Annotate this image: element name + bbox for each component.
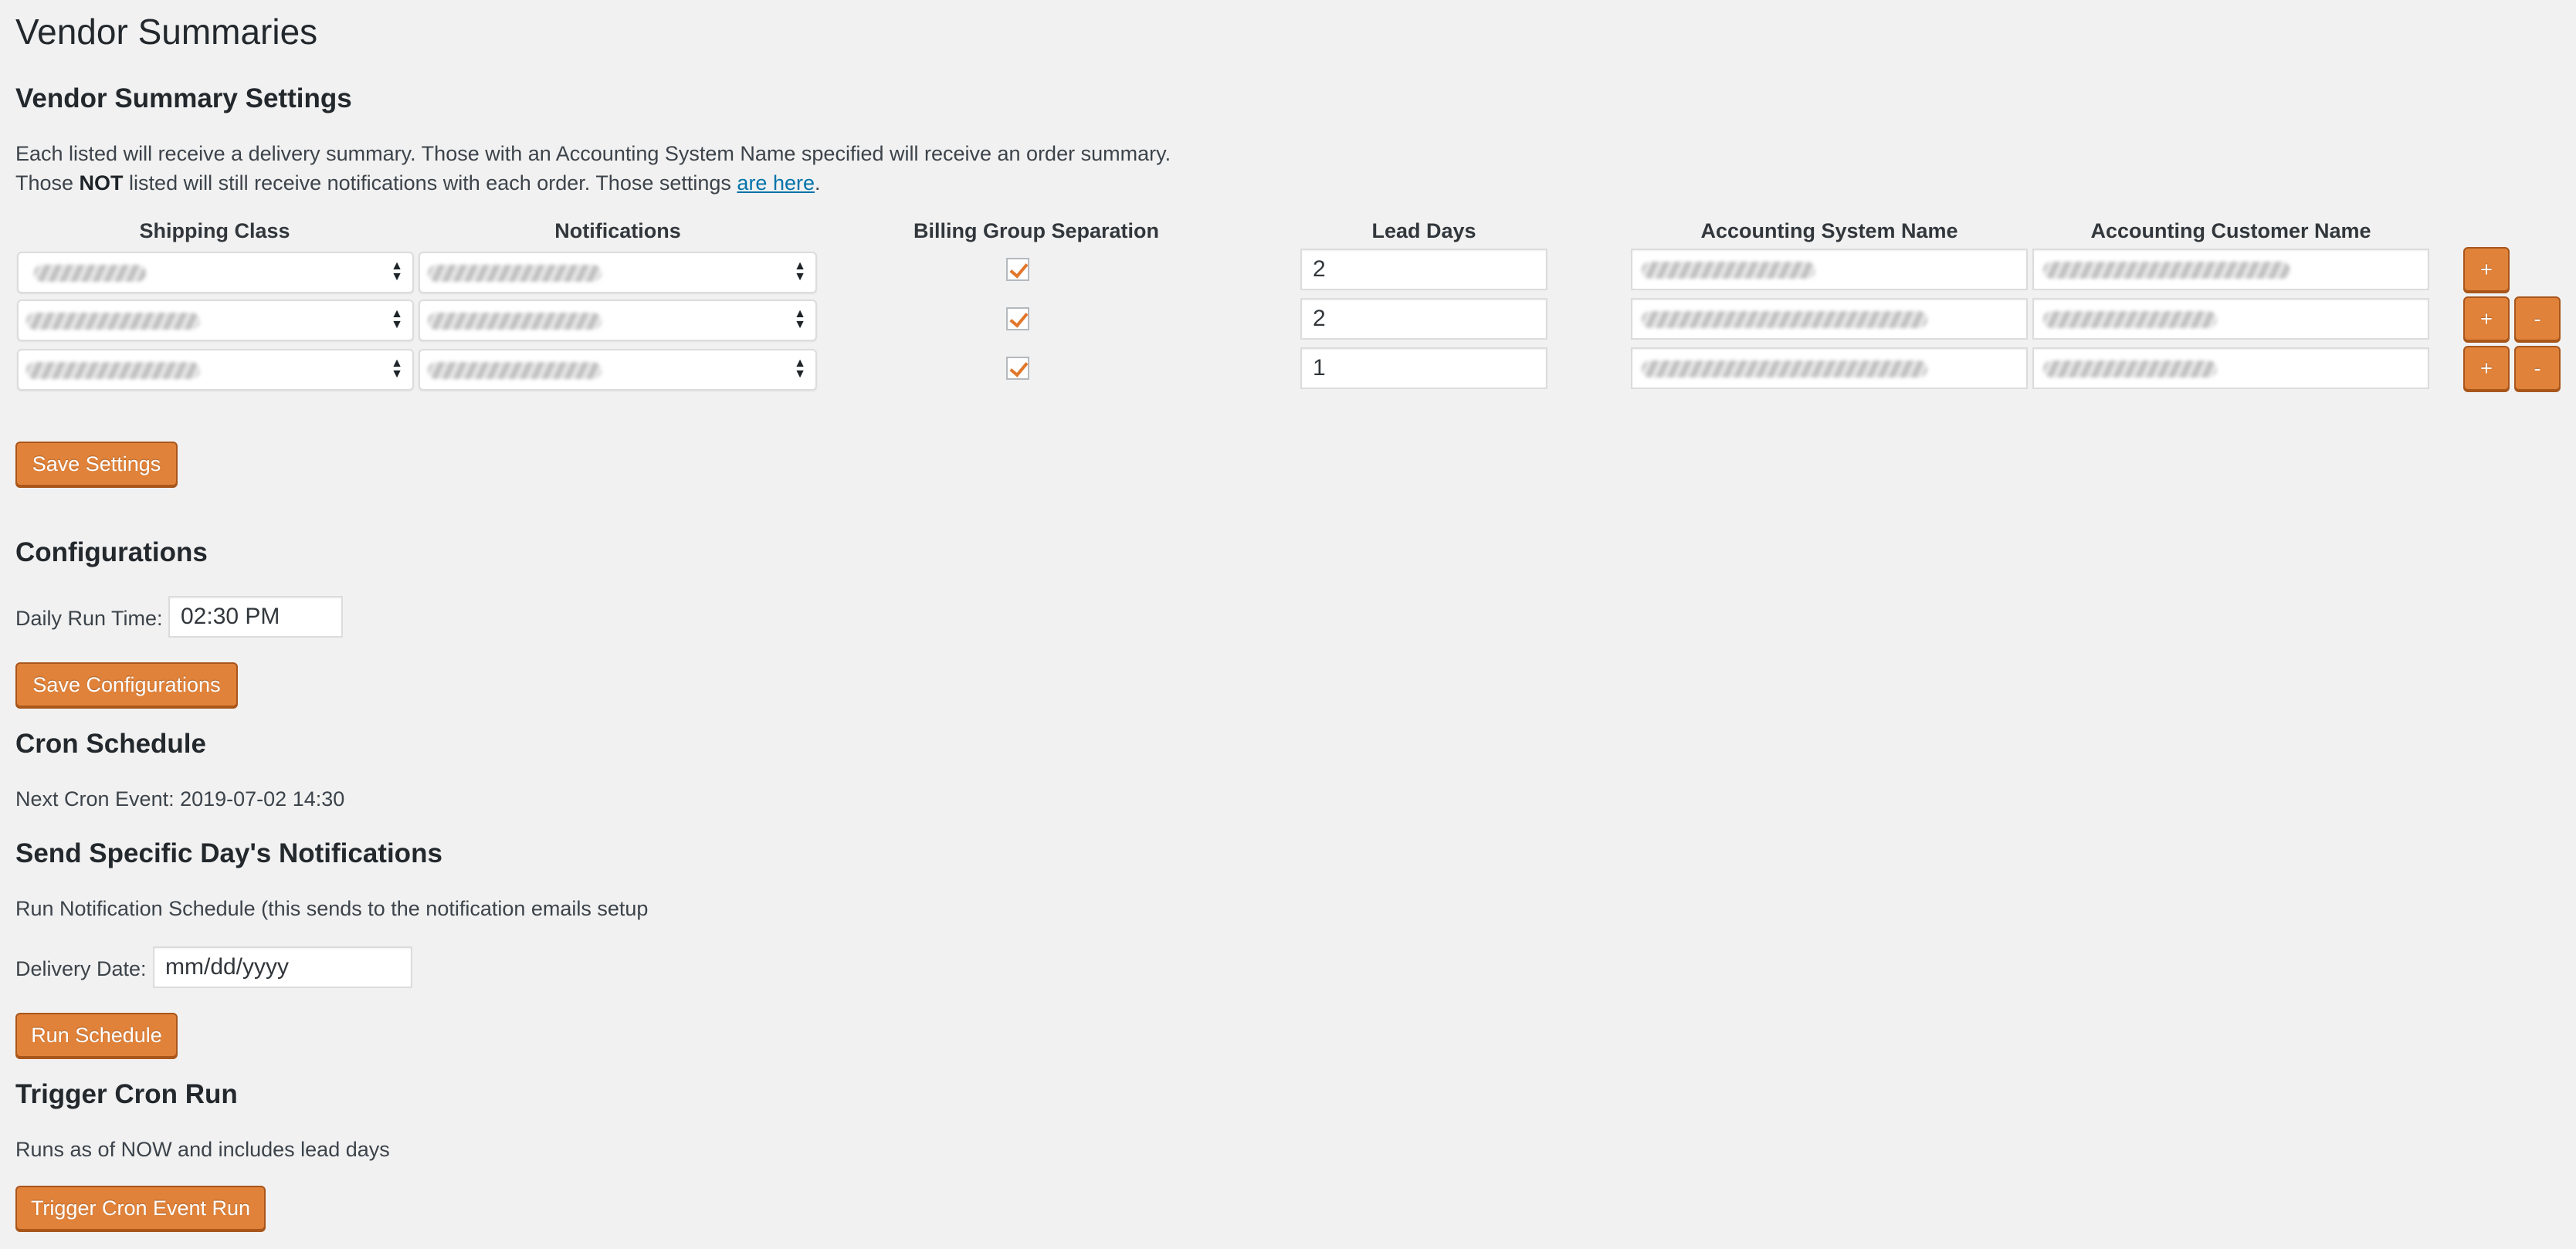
shipping-class-select[interactable] <box>17 349 414 391</box>
delivery-date-input[interactable]: mm/dd/yyyy <box>153 946 412 988</box>
col-header-accounting-customer-name: Accounting Customer Name <box>2090 219 2371 242</box>
lead-days-input[interactable]: 2 <box>1300 249 1547 290</box>
description-not-bold: NOT <box>79 171 124 195</box>
next-cron-event: Next Cron Event: 2019-07-02 14:30 <box>15 787 345 811</box>
settings-heading: Vendor Summary Settings <box>15 83 352 113</box>
add-row-button[interactable]: + <box>2463 296 2510 341</box>
accounting-system-name-input[interactable] <box>1631 347 2028 389</box>
lead-days-input[interactable]: 2 <box>1300 298 1547 340</box>
trigger-cron-heading: Trigger Cron Run <box>15 1079 238 1109</box>
lead-days-input[interactable]: 1 <box>1300 347 1547 389</box>
cron-schedule-heading: Cron Schedule <box>15 729 206 759</box>
notifications-select[interactable] <box>419 252 817 293</box>
select-arrows-icon: ▲ ▼ <box>391 259 403 283</box>
check-icon <box>1009 259 1028 278</box>
shipping-class-select[interactable] <box>17 252 414 293</box>
configurations-heading: Configurations <box>15 537 208 567</box>
description-line-2-start: Those <box>15 171 80 195</box>
col-header-notifications: Notifications <box>554 219 681 242</box>
specific-day-heading: Send Specific Day's Notifications <box>15 838 442 868</box>
billing-group-separation-checkbox[interactable] <box>1006 307 1029 330</box>
col-header-accounting-system-name: Accounting System Name <box>1700 219 1958 242</box>
trigger-cron-description: Runs as of NOW and includes lead days <box>15 1138 390 1161</box>
add-row-button[interactable]: + <box>2463 346 2510 391</box>
trigger-cron-event-run-button[interactable]: Trigger Cron Event Run <box>15 1186 266 1230</box>
accounting-customer-name-input[interactable] <box>2032 249 2429 290</box>
remove-row-button[interactable]: - <box>2514 296 2561 341</box>
delivery-date-label: Delivery Date: <box>15 957 147 980</box>
remove-row-button[interactable]: - <box>2514 346 2561 391</box>
accounting-customer-name-input[interactable] <box>2032 298 2429 340</box>
select-arrows-icon: ▲ ▼ <box>794 307 806 331</box>
select-arrows-icon: ▲ ▼ <box>794 357 806 381</box>
accounting-customer-name-input[interactable] <box>2032 347 2429 389</box>
select-arrows-icon: ▲ ▼ <box>391 357 403 381</box>
billing-group-separation-checkbox[interactable] <box>1006 258 1029 281</box>
select-arrows-icon: ▲ ▼ <box>391 307 403 331</box>
accounting-system-name-input[interactable] <box>1631 298 2028 340</box>
description-line-2-end: . <box>815 171 821 195</box>
daily-run-time-label: Daily Run Time: <box>15 607 163 630</box>
daily-run-time-input[interactable]: 02:30 PM <box>168 596 343 638</box>
settings-here-link[interactable]: are here <box>737 171 815 195</box>
check-icon <box>1009 357 1028 377</box>
description-line-2-mid: listed will still receive notifications with each order. Those settings <box>123 171 737 195</box>
save-configurations-button[interactable]: Save Configurations <box>15 662 238 707</box>
page-title: Vendor Summaries <box>15 12 318 52</box>
save-settings-button[interactable]: Save Settings <box>15 442 178 486</box>
check-icon <box>1009 308 1028 327</box>
notifications-select[interactable] <box>419 349 817 391</box>
specific-day-description: Run Notification Schedule (this sends to the notification emails setup <box>15 897 649 920</box>
run-schedule-button[interactable]: Run Schedule <box>15 1013 178 1058</box>
notifications-select[interactable] <box>419 300 817 341</box>
shipping-class-select[interactable] <box>17 300 414 341</box>
col-header-shipping-class: Shipping Class <box>139 219 290 242</box>
select-arrows-icon: ▲ ▼ <box>794 259 806 283</box>
add-row-button[interactable]: + <box>2463 247 2510 292</box>
col-header-billing-group-separation: Billing Group Separation <box>913 219 1159 242</box>
accounting-system-name-input[interactable] <box>1631 249 2028 290</box>
description-line-1: Each listed will receive a delivery summary. Those with an Accounting System Name specified will receive an order summary. <box>15 142 1171 165</box>
col-header-lead-days: Lead Days <box>1371 219 1476 242</box>
settings-description <box>15 139 1171 198</box>
billing-group-separation-checkbox[interactable] <box>1006 357 1029 380</box>
